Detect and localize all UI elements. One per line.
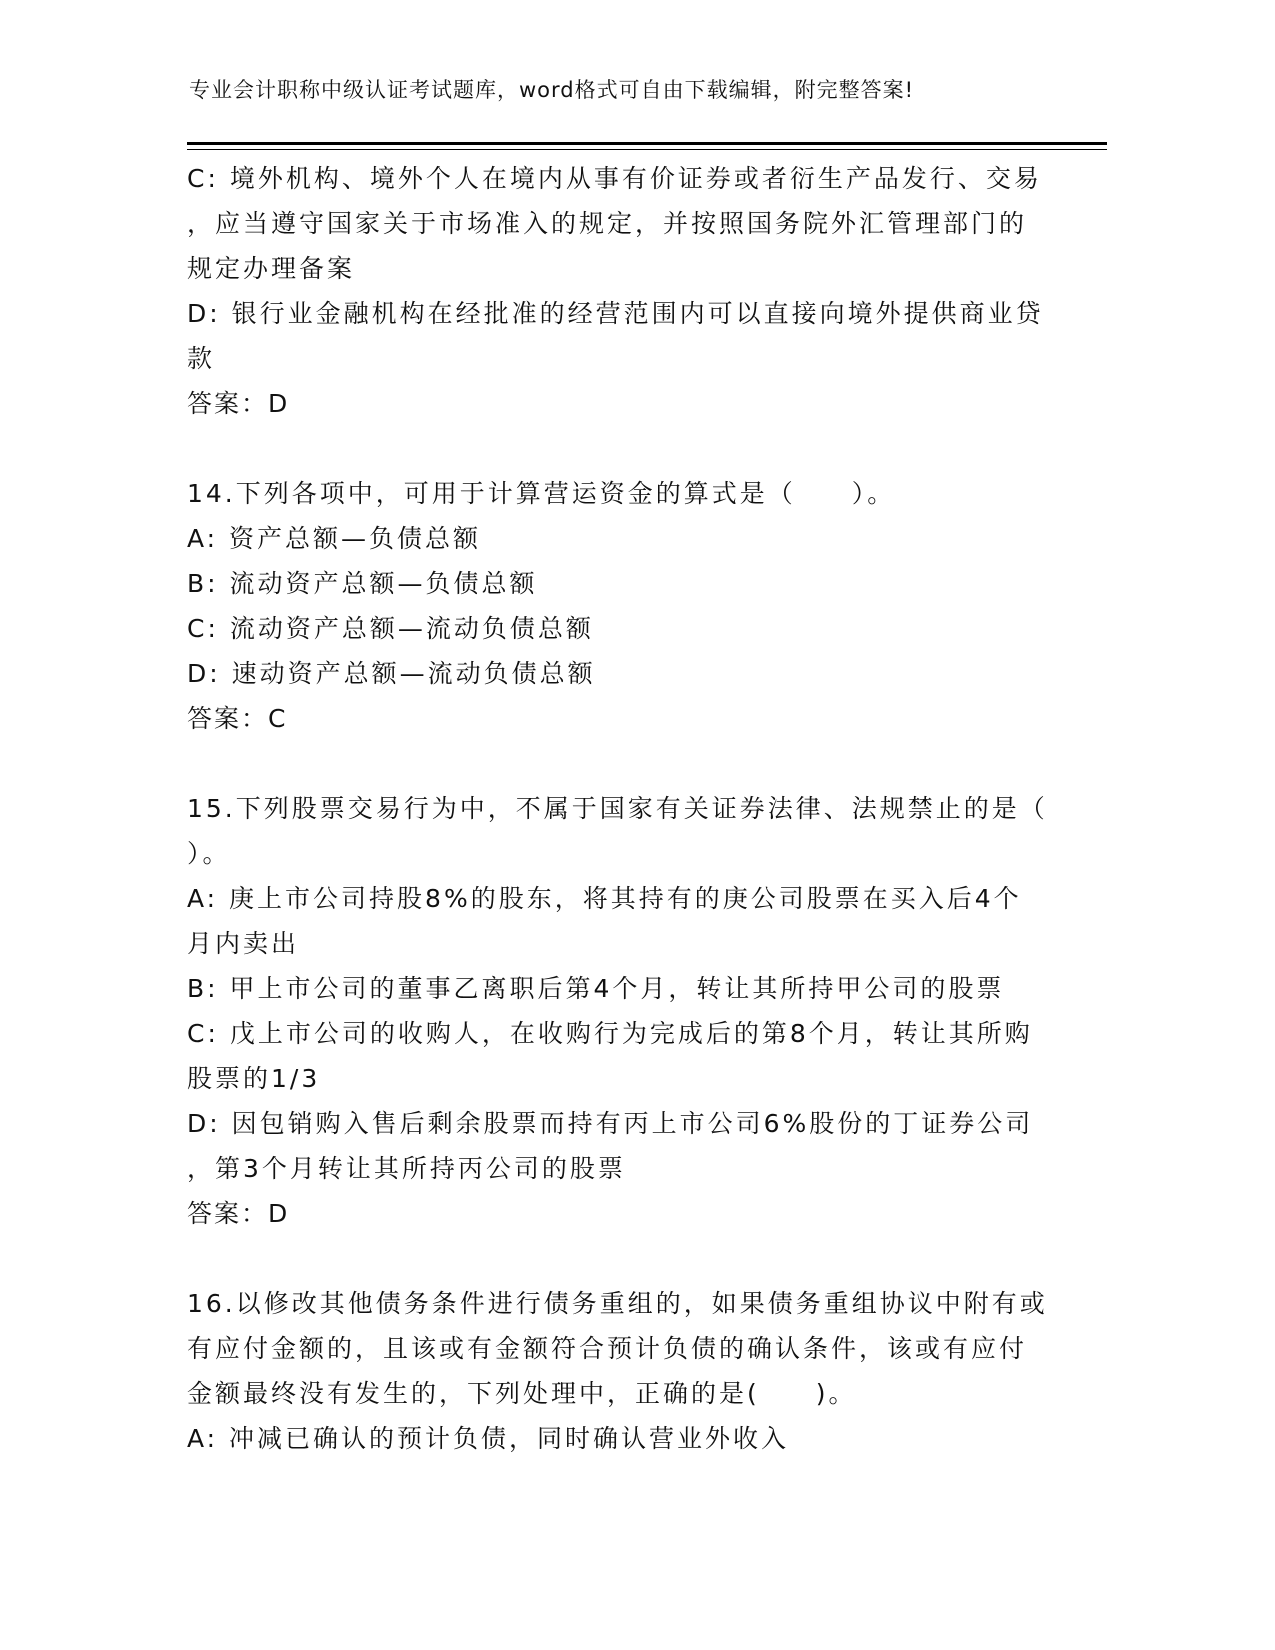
- q16-stem-line-3: 金额最终没有发生的，下列处理中，正确的是( )。: [187, 1379, 857, 1408]
- spacer: [187, 1236, 1067, 1281]
- header-divider: [187, 142, 1107, 145]
- spacer: [187, 741, 1067, 786]
- q16-stem-line-2: 有应付金额的，且该或有金额符合预计负债的确认条件，该或有应付: [187, 1334, 1028, 1363]
- q13-option-d-line-2: 款: [187, 344, 216, 373]
- q13-answer: 答案：D: [187, 389, 290, 418]
- q15-option-d-line-1: D: 因包销购入售后剩余股票而持有丙上市公司6%股份的丁证券公司: [187, 1109, 1034, 1138]
- q15-option-c-line-1: C: 戊上市公司的收购人，在收购行为完成后的第8个月，转让其所购: [187, 1019, 1033, 1048]
- spacer: [187, 426, 1067, 471]
- q15-option-a-line-1: A: 庚上市公司持股8%的股东，将其持有的庚公司股票在买入后4个: [187, 884, 1022, 913]
- q14-answer: 答案：C: [187, 704, 288, 733]
- page-header: 专业会计职称中级认证考试题库，word格式可自由下载编辑，附完整答案!: [189, 78, 915, 102]
- q15-option-a-line-2: 月内卖出: [187, 929, 300, 958]
- q13-option-c-line-3: 规定办理备案: [187, 254, 356, 283]
- q15-stem-line-1: 15.下列股票交易行为中，不属于国家有关证券法律、法规禁止的是（: [187, 794, 1048, 823]
- q15-option-d-line-2: ，第3个月转让其所持丙公司的股票: [187, 1154, 626, 1183]
- q13-option-d-line-1: D: 银行业金融机构在经批准的经营范围内可以直接向境外提供商业贷: [187, 299, 1044, 328]
- q16-stem-line-1: 16.以修改其他债务条件进行债务重组的，如果债务重组协议中附有或: [187, 1289, 1048, 1318]
- q14-stem: 14.下列各项中，可用于计算营运资金的算式是（ ）。: [187, 479, 896, 508]
- q15-option-c-line-2: 股票的1/3: [187, 1064, 321, 1093]
- q16-option-a: A: 冲减已确认的预计负债，同时确认营业外收入: [187, 1424, 790, 1453]
- q14-option-c: C: 流动资产总额—流动负债总额: [187, 614, 594, 643]
- q15-answer: 答案：D: [187, 1199, 290, 1228]
- q15-option-b: B: 甲上市公司的董事乙离职后第4个月，转让其所持甲公司的股票: [187, 974, 1005, 1003]
- q13-option-c-line-1: C: 境外机构、境外个人在境内从事有价证券或者衍生产品发行、交易: [187, 164, 1042, 193]
- q13-option-c-line-2: ，应当遵守国家关于市场准入的规定，并按照国务院外汇管理部门的: [187, 209, 1028, 238]
- q15-stem-line-2: ）。: [187, 839, 231, 868]
- q14-option-d: D: 速动资产总额—流动负债总额: [187, 659, 596, 688]
- question-content: [187, 156, 1067, 1461]
- header-divider-thin: [187, 149, 1107, 150]
- q14-option-a: A: 资产总额—负债总额: [187, 524, 482, 553]
- q14-option-b: B: 流动资产总额—负债总额: [187, 569, 538, 598]
